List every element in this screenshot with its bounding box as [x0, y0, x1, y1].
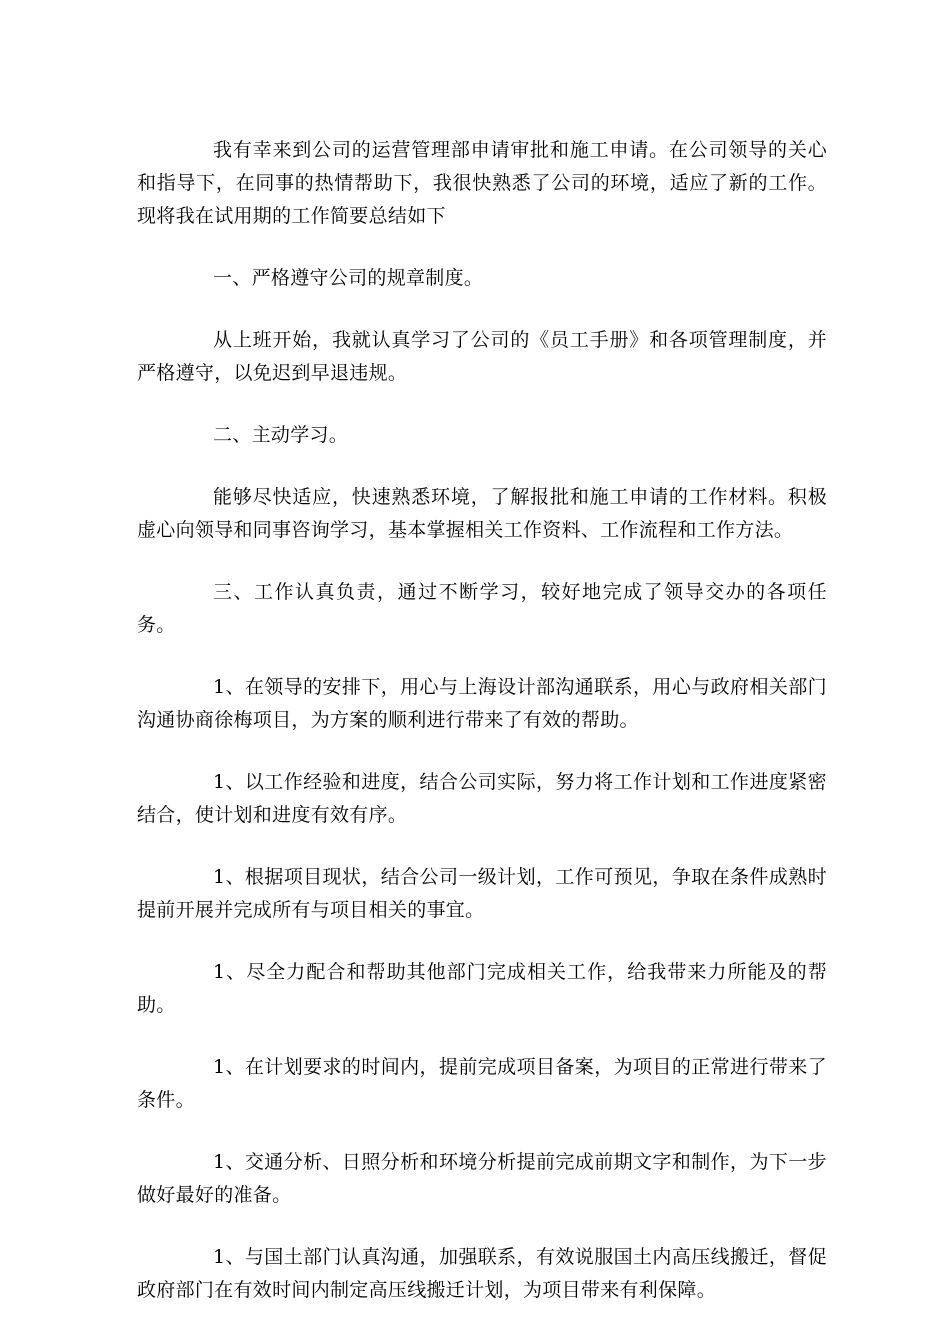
list-item: 1、与国土部门认真沟通，加强联系，有效说服国土内高压线搬迁，督促政府部门在有效时间内制定高压线搬迁计划，为项目带来有利保障。: [137, 1246, 827, 1301]
list-item: 1、在计划要求的时间内，提前完成项目备案，为项目的正常进行带来了条件。: [137, 1056, 827, 1111]
paragraph-intro: 我有幸来到公司的运营管理部申请审批和施工申请。在公司领导的关心和指导下，在同事的热情帮助下，我很快熟悉了公司的环境，适应了新的工作。现将我在试用期的工作简要总结如下: [137, 139, 827, 227]
list-item: 1、尽全力配合和帮助其他部门完成相关工作，给我带来力所能及的帮助。: [137, 961, 827, 1016]
list-item: 1、根据项目现状，结合公司一级计划，工作可预见，争取在条件成熟时提前开展并完成所有与项目相关的事宜。: [137, 866, 827, 921]
paragraph-section-1: 从上班开始，我就认真学习了公司的《员工手册》和各项管理制度，并严格遵守，以免迟到早退违规。: [137, 329, 827, 384]
heading-section-2: 二、主动学习。: [213, 424, 349, 446]
document-body: [137, 134, 827, 1336]
heading-section-3: 三、工作认真负责，通过不断学习，较好地完成了领导交办的各项任务。: [137, 581, 827, 636]
list-item: 1、以工作经验和进度，结合公司实际，努力将工作计划和工作进度紧密结合，使计划和进度有效有序。: [137, 771, 827, 826]
paragraph-section-2: 能够尽快适应，快速熟悉环境，了解报批和施工申请的工作材料。积极虚心向领导和同事咨询学习，基本掌握相关工作资料、工作流程和工作方法。: [137, 486, 827, 541]
list-item: 1、交通分析、日照分析和环境分析提前完成前期文字和制作，为下一步做好最好的准备。: [137, 1151, 827, 1206]
heading-section-1: 一、严格遵守公司的规章制度。: [213, 267, 484, 289]
list-item: 1、在领导的安排下，用心与上海设计部沟通联系，用心与政府相关部门沟通协商徐梅项目，为方案的顺利进行带来了有效的帮助。: [137, 676, 827, 731]
